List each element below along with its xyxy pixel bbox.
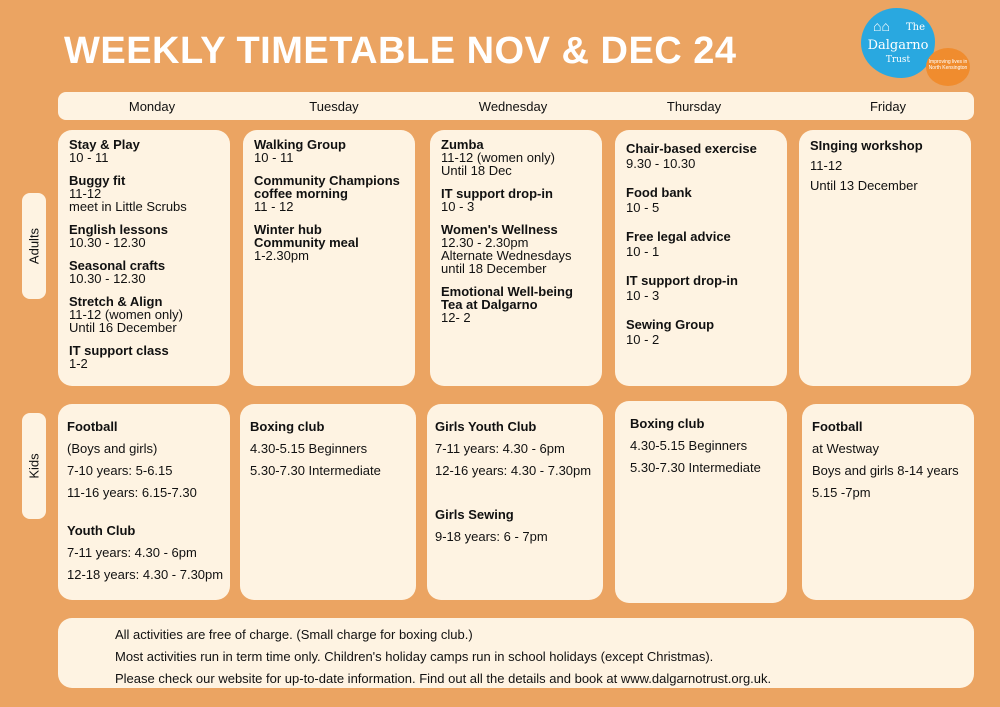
section-label-kids: Kids bbox=[22, 413, 46, 519]
activity-time: 9-18 years: 6 - 7pm bbox=[435, 529, 548, 544]
activity-time: 7-10 years: 5-6.15 bbox=[67, 463, 173, 478]
activity bbox=[254, 223, 405, 262]
adults-tuesday-card bbox=[243, 130, 415, 386]
activity-time: 10 - 11 bbox=[69, 150, 109, 165]
activity-time: 10 - 3 bbox=[441, 199, 475, 214]
activity bbox=[626, 185, 777, 215]
activity-name: Chair-based exercise bbox=[626, 141, 757, 156]
adults-thursday-card bbox=[615, 130, 787, 386]
days-header bbox=[58, 92, 974, 120]
activity-name: Community Champions bbox=[254, 173, 400, 188]
activity bbox=[626, 273, 777, 303]
buildings-icon: ⌂⌂ bbox=[873, 18, 890, 34]
activity-name: Stretch & Align bbox=[69, 294, 163, 309]
activity-time: 10 - 11 bbox=[254, 150, 294, 165]
footer-notes bbox=[58, 618, 974, 688]
activity-name: English lessons bbox=[69, 222, 168, 237]
activity-time: 5.15 -7pm bbox=[812, 485, 871, 500]
activity-name: Youth Club bbox=[67, 523, 136, 538]
activity-time: 11-12 (women only) bbox=[441, 150, 555, 165]
activity-name: Girls Youth Club bbox=[435, 419, 537, 434]
kids-friday-card bbox=[802, 404, 974, 600]
activity-note: meet in Little Scrubs bbox=[69, 199, 187, 214]
activity-name: Football bbox=[67, 419, 118, 434]
activity-time: 12-18 years: 4.30 - 7.30pm bbox=[67, 567, 224, 582]
activity bbox=[69, 138, 220, 164]
kids-thursday-card bbox=[615, 401, 787, 603]
activity bbox=[69, 223, 220, 249]
activity-name: IT support class bbox=[69, 343, 169, 358]
logo-line-the: The bbox=[905, 22, 925, 33]
activity bbox=[441, 223, 592, 275]
activity-name: Boxing club bbox=[250, 419, 325, 434]
activity-name: Sewing Group bbox=[626, 317, 715, 332]
activity bbox=[626, 141, 777, 171]
adults-friday-card bbox=[799, 130, 971, 386]
activity-time: 10 - 2 bbox=[626, 332, 660, 347]
activity bbox=[441, 285, 592, 324]
activity-time: 11-12 (women only) bbox=[69, 307, 183, 322]
section-label-adults: Adults bbox=[22, 193, 46, 299]
activity-note: Until 13 December bbox=[810, 178, 918, 193]
activity-name: Free legal advice bbox=[626, 229, 731, 244]
activity-name-line2: Tea at Dalgarno bbox=[441, 297, 538, 312]
activity-time: 11-12 bbox=[69, 186, 102, 201]
activity-name: Boxing club bbox=[630, 416, 705, 431]
activity bbox=[626, 317, 777, 347]
activity-time: 5.30-7.30 Intermediate bbox=[630, 460, 761, 475]
activity-time: 10 - 1 bbox=[626, 244, 660, 259]
activity-name: Winter hub bbox=[254, 222, 322, 237]
adults-wednesday-card bbox=[430, 130, 602, 386]
activity-note: Alternate Wednesdays bbox=[441, 248, 572, 263]
page-title: WEEKLY TIMETABLE NOV & DEC 24 bbox=[64, 30, 737, 72]
activity-time: 1-2.30pm bbox=[254, 248, 309, 263]
logo-line-trust: Trust bbox=[885, 55, 911, 65]
activity-name: Emotional Well-being bbox=[441, 284, 573, 299]
activity-name: Football bbox=[812, 419, 863, 434]
activity-name: IT support drop-in bbox=[441, 186, 553, 201]
activity-time: 7-11 years: 4.30 - 6pm bbox=[67, 545, 197, 560]
activity-note: Until 18 Dec bbox=[441, 163, 512, 178]
activity-time: 7-11 years: 4.30 - 6pm bbox=[435, 441, 565, 456]
activity-time: 10.30 - 12.30 bbox=[69, 271, 146, 286]
activity-time: 11 - 12 bbox=[254, 199, 294, 214]
logo-tagline-badge: Improving lives in North Kensington bbox=[926, 48, 970, 86]
day-tuesday: Tuesday bbox=[309, 99, 359, 114]
activity-name: SInging workshop bbox=[810, 138, 923, 153]
activity-time: 5.30-7.30 Intermediate bbox=[250, 463, 381, 478]
activity-time: 12- 2 bbox=[441, 310, 471, 325]
activity bbox=[69, 344, 220, 370]
activity-time: 4.30-5.15 Beginners bbox=[630, 438, 748, 453]
activity-name: IT support drop-in bbox=[626, 273, 738, 288]
footer-line: Most activities run in term time only. Children's holiday camps run in school holidays (except Christmas). bbox=[115, 649, 714, 664]
activity bbox=[69, 259, 220, 285]
activity-time: 12.30 - 2.30pm bbox=[441, 235, 529, 250]
activity-time: 12-16 years: 4.30 - 7.30pm bbox=[435, 463, 592, 478]
activity-name: Seasonal crafts bbox=[69, 258, 166, 273]
activity-name: Walking Group bbox=[254, 137, 346, 152]
activity-time: 9.30 - 10.30 bbox=[626, 156, 696, 171]
kids-tuesday-card bbox=[240, 404, 416, 600]
activity-time: 11-16 years: 6.15-7.30 bbox=[67, 485, 197, 500]
activity-note: Boys and girls 8-14 years bbox=[812, 463, 959, 478]
activity-note: until 18 December bbox=[441, 261, 547, 276]
activity-time: 4.30-5.15 Beginners bbox=[250, 441, 368, 456]
activity-name-line2: coffee morning bbox=[254, 186, 348, 201]
activity bbox=[626, 229, 777, 259]
day-monday: Monday bbox=[128, 99, 176, 114]
activity-note: at Westway bbox=[812, 441, 879, 456]
activity-time: 1-2 bbox=[69, 356, 88, 371]
activity-name: Buggy fit bbox=[69, 173, 126, 188]
activity-name: Girls Sewing bbox=[435, 507, 514, 522]
activity-name: Women's Wellness bbox=[441, 222, 558, 237]
day-friday: Friday bbox=[869, 99, 907, 114]
day-thursday: Thursday bbox=[666, 99, 722, 114]
kids-monday-card bbox=[58, 404, 230, 600]
activity bbox=[69, 174, 220, 213]
activity-note: Until 16 December bbox=[69, 320, 177, 335]
kids-wednesday-card bbox=[427, 404, 603, 600]
activity-time: 11-12 bbox=[810, 158, 843, 173]
activity-time: 10.30 - 12.30 bbox=[69, 235, 146, 250]
activity-time: 10 - 5 bbox=[626, 200, 660, 215]
activity-name: Food bank bbox=[626, 185, 692, 200]
logo-line-dalgarno: Dalgarno bbox=[867, 38, 929, 53]
activity-name: Stay & Play bbox=[69, 137, 140, 152]
activity-time: 10 - 3 bbox=[626, 288, 660, 303]
activity-name: Zumba bbox=[441, 137, 484, 152]
activity bbox=[441, 187, 592, 213]
adults-monday-card bbox=[58, 130, 230, 386]
activity-note: (Boys and girls) bbox=[67, 441, 158, 456]
footer-line: Please check our website for up-to-date information. Find out all the details and book at www.dalgarnotrust.org.uk. bbox=[115, 671, 772, 686]
activity-name-line2: Community meal bbox=[254, 235, 359, 250]
activity bbox=[441, 138, 592, 177]
activity bbox=[254, 174, 405, 213]
dalgarno-trust-logo bbox=[861, 8, 935, 78]
activity bbox=[69, 295, 220, 334]
footer-line: All activities are free of charge. (Small charge for boxing club.) bbox=[115, 627, 473, 642]
day-wednesday: Wednesday bbox=[478, 99, 548, 114]
activity bbox=[254, 138, 405, 164]
